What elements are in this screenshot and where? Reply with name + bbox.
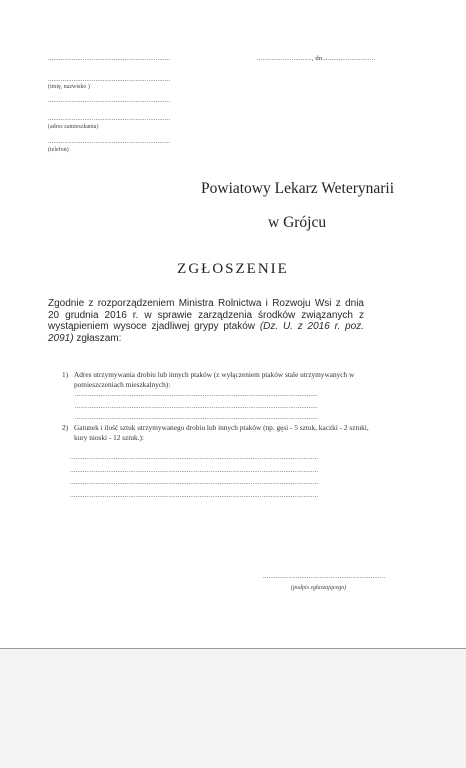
recipient-line-2: w Grójcu xyxy=(268,214,327,231)
signature-label: (podpis zgłaszającego) xyxy=(291,585,347,591)
name-label: (imię, nazwisko ) xyxy=(48,84,90,90)
recipient-line-1: Powiatowy Lekarz Weterynarii xyxy=(201,180,395,197)
fill-line: ........................................................................................................................................ xyxy=(70,492,319,499)
signature-line: ................................................................... xyxy=(263,573,386,580)
place-date-line: .............................., dn............................. xyxy=(257,55,376,62)
address-line-2: ................................................................... xyxy=(48,115,171,122)
intro-text-end: zgłaszam: xyxy=(73,332,122,344)
blank-line-top: ................................................................... xyxy=(48,55,171,62)
intro-paragraph xyxy=(48,298,364,344)
item-number: 1) xyxy=(62,370,69,379)
intro-legal-reference: (Dz. U. z 2016 r. poz. 2091) xyxy=(48,321,365,344)
document-title: ZGŁOSZENIE xyxy=(177,261,289,277)
fill-line: ........................................................................................................................................ xyxy=(70,454,319,461)
fill-line: ........................................................................................................................................ xyxy=(70,467,319,474)
name-line: ................................................................... xyxy=(48,76,171,83)
fill-line: ..................................................................................................................................... xyxy=(75,391,318,398)
item-number: 2) xyxy=(62,423,69,432)
phone-line: ................................................................... xyxy=(48,138,171,145)
list-item xyxy=(62,423,392,447)
item-text: Adres utrzymywania drobiu lub innych ptaków (z wyłączeniem ptaków stale utrzymywanych w pomieszczeniach mieszkalnych): xyxy=(74,370,355,389)
address-label: (adres zamieszkania) xyxy=(48,124,99,130)
phone-label: (telefon) xyxy=(48,147,69,153)
fill-line: ..................................................................................................................................... xyxy=(75,414,318,421)
address-line-1: ................................................................... xyxy=(48,97,171,104)
fill-line: ........................................................................................................................................ xyxy=(70,479,319,486)
item-text: Gatunek i ilość sztuk utrzymywanego drobiu lub innych ptaków (np. gęsi - 5 sztuk, kaczki - 2 sztuki, kury nioski - 12 sztuk.): xyxy=(74,423,369,442)
fill-line: ..................................................................................................................................... xyxy=(75,403,318,410)
intro-text: Zgodnie z rozporządzeniem Ministra Rolnictwa i Rozwoju Wsi z dnia 20 grudnia 2016 r. w sprawie zarządzenia środków związanych z wystąpieniem wysoce zjadliwej grypy ptaków xyxy=(48,298,364,332)
